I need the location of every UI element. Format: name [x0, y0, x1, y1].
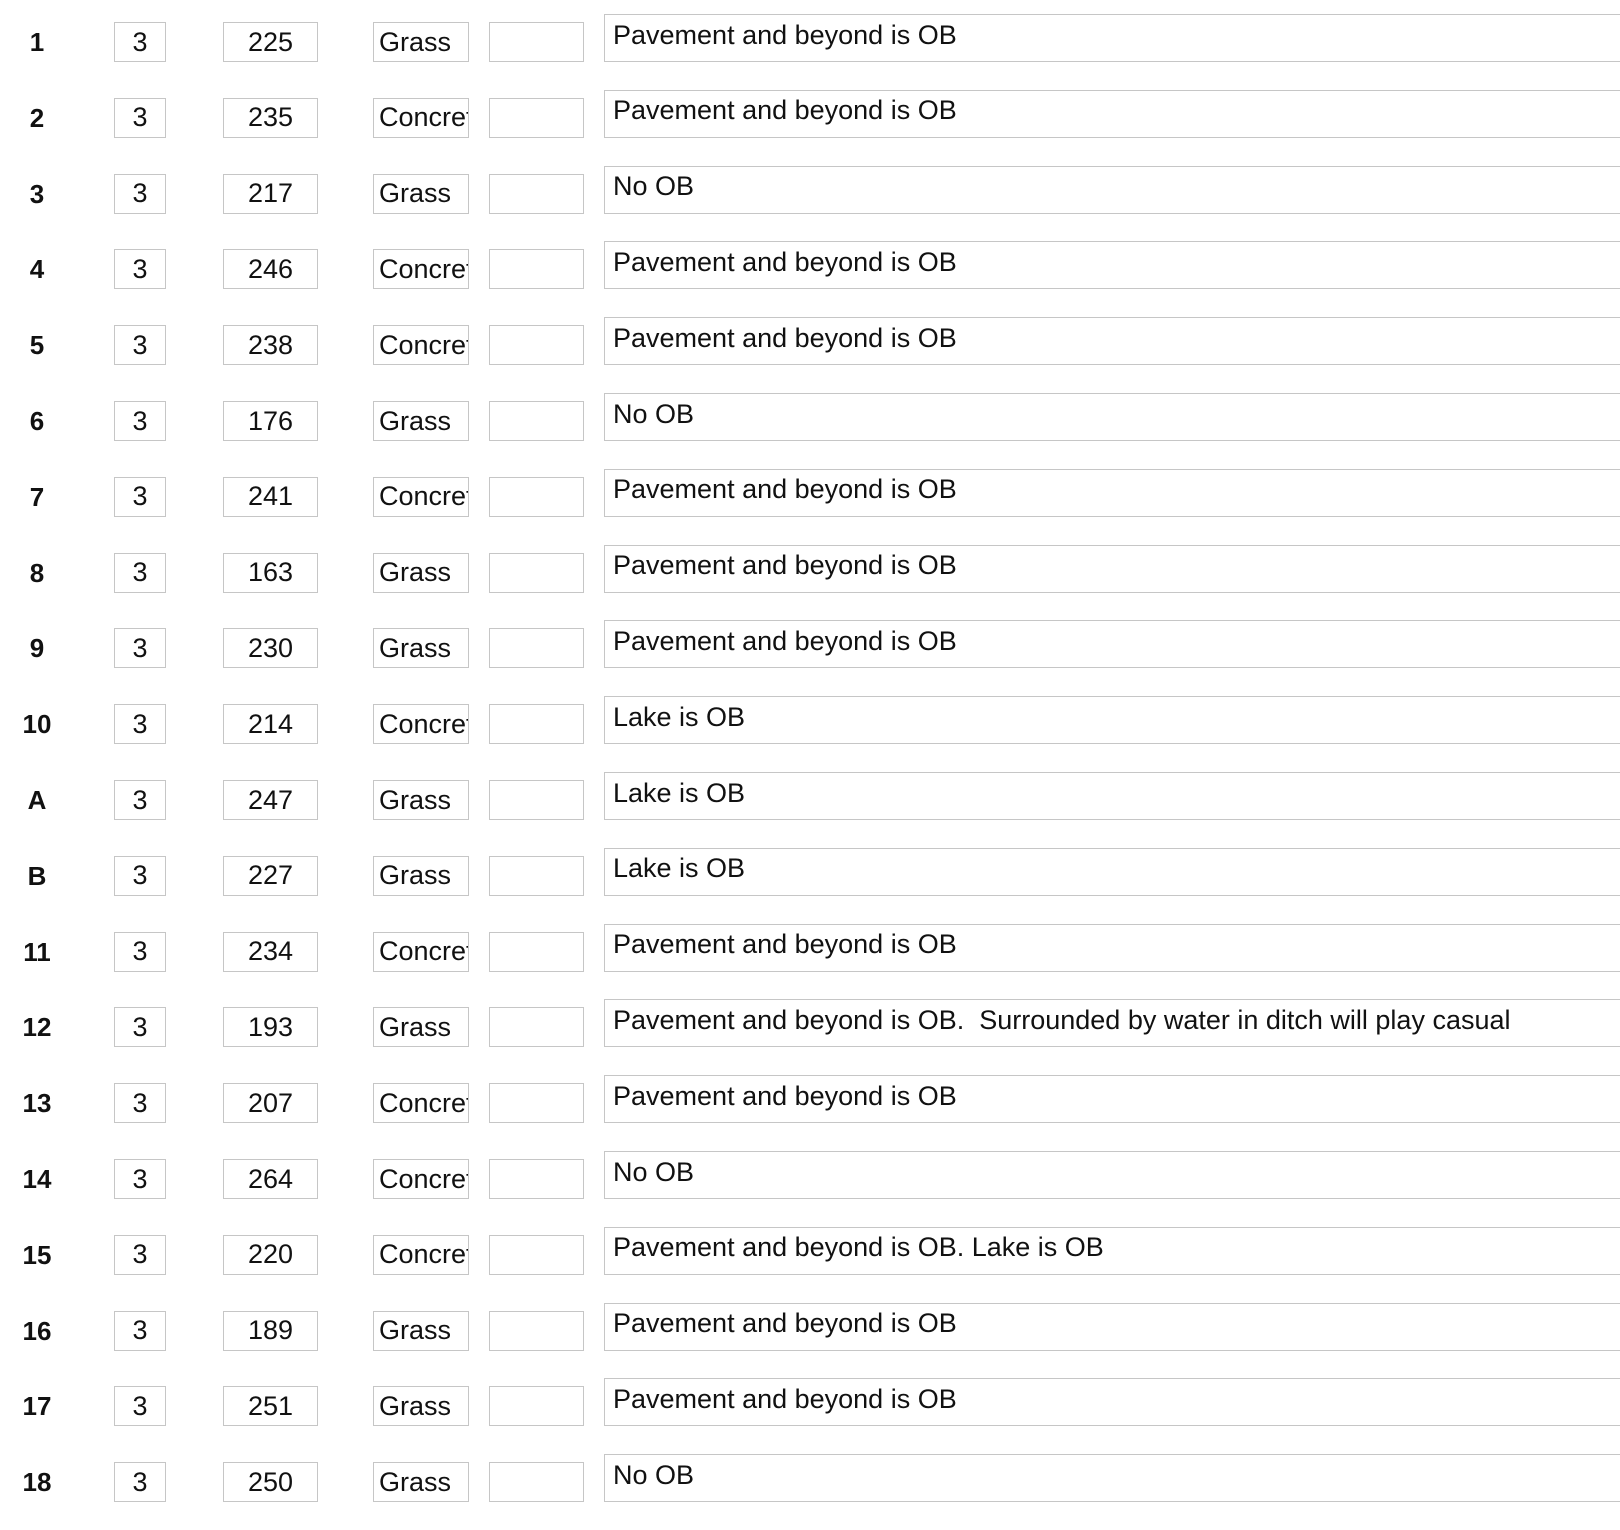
- par-input[interactable]: [114, 704, 166, 744]
- hole-number-label: 7: [29, 481, 45, 512]
- blank-input[interactable]: [489, 780, 584, 820]
- hole-notes-input[interactable]: [604, 1227, 1620, 1275]
- blank-input[interactable]: [489, 401, 584, 441]
- hole-row: [0, 317, 1620, 393]
- hole-row: [0, 241, 1620, 317]
- distance-input[interactable]: [223, 477, 318, 517]
- hole-notes-input[interactable]: [604, 393, 1620, 441]
- par-input[interactable]: [114, 1083, 166, 1123]
- tee-surface-input[interactable]: [373, 98, 469, 138]
- hole-row: [0, 1454, 1620, 1530]
- hole-row: [0, 924, 1620, 1000]
- distance-input[interactable]: [223, 98, 318, 138]
- hole-number-label: 6: [29, 406, 45, 436]
- hole-number-label: 15: [22, 1239, 52, 1270]
- hole-number-label: 18: [22, 1467, 52, 1498]
- hole-notes-input[interactable]: [604, 620, 1620, 668]
- hole-notes-input[interactable]: [604, 166, 1620, 214]
- hole-row: [0, 14, 1620, 90]
- blank-input[interactable]: [489, 1083, 584, 1123]
- hole-number-label: 16: [22, 1315, 52, 1346]
- hole-row: [0, 772, 1620, 848]
- tee-surface-input[interactable]: [373, 1386, 469, 1426]
- hole-notes-input[interactable]: [604, 696, 1620, 744]
- blank-input[interactable]: [489, 22, 584, 62]
- distance-input[interactable]: [223, 932, 318, 972]
- hole-number-label: 5: [29, 330, 45, 361]
- hole-notes-input[interactable]: [604, 241, 1620, 289]
- hole-notes-input[interactable]: [604, 1151, 1620, 1199]
- distance-input[interactable]: [223, 174, 318, 214]
- hole-row: [0, 1151, 1620, 1227]
- blank-input[interactable]: [489, 856, 584, 896]
- hole-notes-input[interactable]: [604, 90, 1620, 138]
- hole-row: [0, 1378, 1620, 1454]
- blank-input[interactable]: [489, 1462, 584, 1502]
- tee-surface-input[interactable]: [373, 1083, 469, 1123]
- distance-input[interactable]: [223, 780, 318, 820]
- tee-surface-input[interactable]: [373, 628, 469, 668]
- hole-number-label: 11: [23, 936, 51, 967]
- tee-surface-input[interactable]: [373, 401, 469, 441]
- distance-input[interactable]: [223, 1083, 318, 1123]
- tee-surface-input[interactable]: [373, 477, 469, 517]
- tee-surface-input[interactable]: [373, 780, 469, 820]
- par-input[interactable]: [114, 553, 166, 593]
- hole-number-label: 2: [29, 102, 45, 133]
- tee-surface-input[interactable]: [373, 553, 469, 593]
- hole-row: [0, 90, 1620, 166]
- blank-input[interactable]: [489, 325, 584, 365]
- hole-row: [0, 166, 1620, 242]
- hole-row: [0, 469, 1620, 545]
- par-input[interactable]: [114, 628, 166, 668]
- hole-number-label: A: [27, 785, 47, 815]
- tee-surface-input[interactable]: [373, 22, 469, 62]
- hole-notes-input[interactable]: [604, 1075, 1620, 1123]
- hole-notes-input[interactable]: [604, 469, 1620, 517]
- tee-surface-input[interactable]: [373, 1159, 469, 1199]
- blank-input[interactable]: [489, 249, 584, 289]
- hole-notes-input[interactable]: [604, 545, 1620, 593]
- tee-surface-input[interactable]: [373, 1462, 469, 1502]
- par-input[interactable]: [114, 22, 166, 62]
- distance-input[interactable]: [223, 249, 318, 289]
- hole-number-label: 13: [22, 1088, 52, 1119]
- blank-input[interactable]: [489, 1311, 584, 1351]
- par-input[interactable]: [114, 1311, 166, 1351]
- par-input[interactable]: [114, 249, 166, 289]
- hole-row: [0, 848, 1620, 924]
- tee-surface-input[interactable]: [373, 1235, 469, 1275]
- hole-row: [0, 999, 1620, 1075]
- hole-row: [0, 620, 1620, 696]
- hole-notes-input[interactable]: [604, 1303, 1620, 1351]
- hole-number-label: 1: [29, 27, 45, 57]
- hole-number-label: 14: [22, 1164, 52, 1194]
- hole-number-label: 17: [22, 1391, 52, 1422]
- par-input[interactable]: [114, 477, 166, 517]
- hole-notes-input[interactable]: [604, 848, 1620, 896]
- blank-input[interactable]: [489, 553, 584, 593]
- blank-input[interactable]: [489, 932, 584, 972]
- blank-input[interactable]: [489, 1235, 584, 1275]
- par-input[interactable]: [114, 1386, 166, 1426]
- hole-number-label: 8: [29, 557, 45, 588]
- distance-input[interactable]: [223, 1462, 318, 1502]
- hole-number-label: 3: [29, 178, 45, 209]
- hole-row: [0, 545, 1620, 621]
- hole-number-label: 9: [29, 633, 45, 664]
- par-input[interactable]: [114, 98, 166, 138]
- distance-input[interactable]: [223, 628, 318, 668]
- par-input[interactable]: [114, 325, 166, 365]
- par-input[interactable]: [114, 1462, 166, 1502]
- distance-input[interactable]: [223, 1007, 318, 1047]
- hole-number-label: 4: [29, 254, 45, 285]
- par-input[interactable]: [114, 1235, 166, 1275]
- tee-surface-input[interactable]: [373, 704, 469, 744]
- tee-surface-input[interactable]: [373, 856, 469, 896]
- blank-input[interactable]: [489, 628, 584, 668]
- distance-input[interactable]: [223, 325, 318, 365]
- blank-input[interactable]: [489, 1007, 584, 1047]
- distance-input[interactable]: [223, 553, 318, 593]
- distance-input[interactable]: [223, 856, 318, 896]
- par-input[interactable]: [114, 1159, 166, 1199]
- distance-input[interactable]: [223, 1311, 318, 1351]
- distance-input[interactable]: [223, 22, 318, 62]
- hole-notes-input[interactable]: [604, 1378, 1620, 1426]
- distance-input[interactable]: [223, 1386, 318, 1426]
- hole-notes-input[interactable]: [604, 1454, 1620, 1502]
- blank-input[interactable]: [489, 704, 584, 744]
- par-input[interactable]: [114, 401, 166, 441]
- distance-input[interactable]: [223, 1159, 318, 1199]
- hole-row: [0, 696, 1620, 772]
- tee-surface-input[interactable]: [373, 1007, 469, 1047]
- hole-number-label: 12: [22, 1012, 52, 1043]
- hole-number-label: B: [27, 860, 47, 891]
- hole-row: [0, 1303, 1620, 1379]
- hole-notes-input[interactable]: [604, 999, 1620, 1047]
- blank-input[interactable]: [489, 477, 584, 517]
- hole-row: [0, 1227, 1620, 1303]
- distance-input[interactable]: [223, 401, 318, 441]
- blank-input[interactable]: [489, 1386, 584, 1426]
- distance-input[interactable]: [223, 704, 318, 744]
- hole-notes-input[interactable]: [604, 317, 1620, 365]
- par-input[interactable]: [114, 1007, 166, 1047]
- hole-notes-input[interactable]: [604, 772, 1620, 820]
- par-input[interactable]: [114, 174, 166, 214]
- hole-notes-input[interactable]: [604, 924, 1620, 972]
- blank-input[interactable]: [489, 98, 584, 138]
- par-input[interactable]: [114, 856, 166, 896]
- hole-notes-input[interactable]: [604, 14, 1620, 62]
- hole-row: [0, 1075, 1620, 1151]
- blank-input[interactable]: [489, 174, 584, 214]
- tee-surface-input[interactable]: [373, 325, 469, 365]
- par-input[interactable]: [114, 932, 166, 972]
- hole-row: [0, 393, 1620, 469]
- tee-surface-input[interactable]: [373, 932, 469, 972]
- blank-input[interactable]: [489, 1159, 584, 1199]
- tee-surface-input[interactable]: [373, 1311, 469, 1351]
- tee-surface-input[interactable]: [373, 174, 469, 214]
- tee-surface-input[interactable]: [373, 249, 469, 289]
- hole-number-label: 10: [22, 709, 52, 740]
- par-input[interactable]: [114, 780, 166, 820]
- distance-input[interactable]: [223, 1235, 318, 1275]
